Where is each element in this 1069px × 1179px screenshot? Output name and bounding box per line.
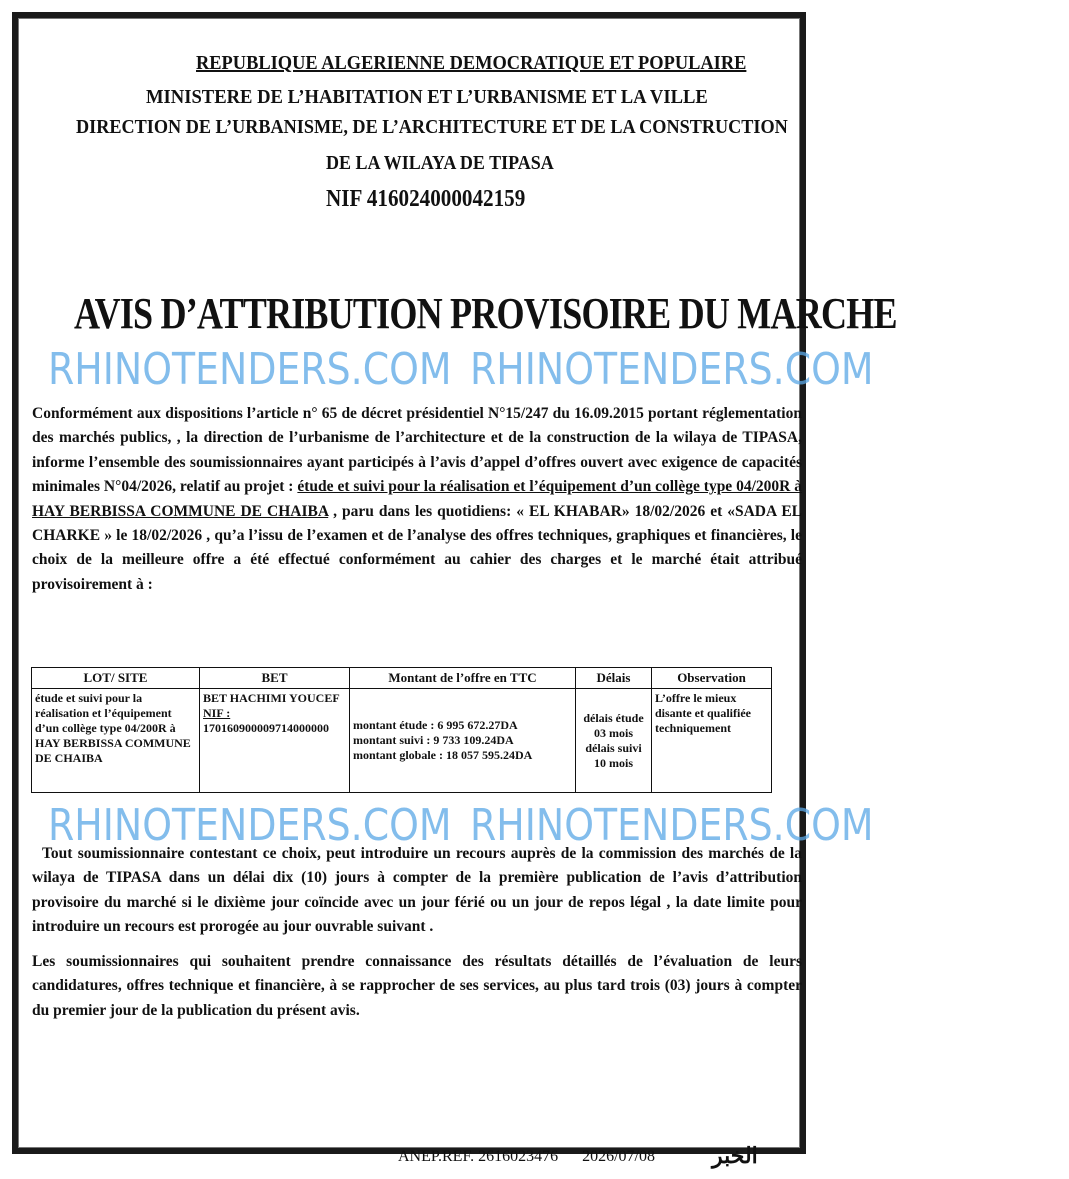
col-header-lot: LOT/ SITE (32, 668, 200, 689)
delai-etude: délais étude 03 mois (583, 710, 644, 740)
montant-global: montant globale : 18 057 595.24DA (353, 748, 533, 762)
watermark: RHINOTENDERS.COM (48, 344, 452, 395)
publication-date: 2026/07/08 (582, 1148, 655, 1165)
col-header-montant: Montant de l’offre en TTC (350, 668, 576, 689)
header-direction: DIRECTION DE L’URBANISME, DE L’ARCHITECTURE ET DE LA CONSTRUCTION (76, 116, 788, 138)
col-header-delais: Délais (576, 668, 652, 689)
cell-bet (200, 689, 350, 793)
page-title: AVIS D’ATTRIBUTION PROVISOIRE DU MARCHE (74, 289, 897, 338)
col-header-bet: BET (200, 668, 350, 689)
montant-suivi: montant suivi : 9 733 109.24DA (353, 733, 514, 747)
watermark: RHINOTENDERS.COM (48, 800, 452, 851)
cell-observation: L’offre le mieux disante et qualifiée techniquement (652, 689, 772, 793)
montant-etude: montant étude : 6 995 672.27DA (353, 718, 518, 732)
cell-montant (350, 689, 576, 793)
watermark: RHINOTENDERS.COM (470, 344, 874, 395)
footer-reference (398, 1148, 675, 1166)
watermark: RHINOTENDERS.COM (470, 800, 874, 851)
table-row (32, 689, 772, 793)
bet-nif-label: NIF : (203, 706, 231, 720)
header-ministry: MINISTERE DE L’HABITATION ET L’URBANISME ET LA VILLE (146, 86, 708, 108)
cell-lot: étude et suivi pour la réalisation et l’équipement d’un collège type 04/200R à HAY BERBISSA COMMUNE DE CHAIBA (32, 689, 200, 793)
bet-name: BET HACHIMI YOUCEF (203, 691, 340, 705)
col-header-observation: Observation (652, 668, 772, 689)
bet-nif: 170160900009714000000 (203, 721, 329, 735)
header-republic: REPUBLIQUE ALGERIENNE DEMOCRATIQUE ET POPULAIRE (196, 52, 747, 74)
recourse-paragraph: Tout soumissionnaire contestant ce choix, peut introduire un recours auprès de la commission des marchés de la wilaya de TIPASA dans un délai dix (10) jours à compter de la première publication de l’avis d’attribution provisoire du marché si le dixième jour coïncide avec un jour férié ou un jour de repos légal , la date limite pour introduire un recours est prorogée au jour ouvrable suivant . (32, 845, 802, 936)
anep-ref: ANEP.REF. 2616023476 (398, 1148, 559, 1165)
delai-suivi: délais suivi 10 mois (585, 740, 642, 770)
attribution-table (31, 667, 772, 793)
cell-delais (576, 689, 652, 793)
newspaper-logo: الخبر (712, 1143, 758, 1168)
results-paragraph: Les soumissionnaires qui souhaitent prendre connaissance des résultats détaillés de l’évaluation de leurs candidatures, offres technique et financière, à se rapprocher de ses services, au plus tard trois (03) jours à compter du premier jour de la publication du présent avis. (32, 953, 802, 1019)
table-header-row (32, 668, 772, 689)
project-name: étude et suivi pour la réalisation et l’équipement d’un collège type 04/200R à HAY BERBISSA COMMUNE DE CHAIBA (32, 478, 802, 520)
header-wilaya: DE LA WILAYA DE TIPASA (326, 152, 554, 174)
intro-paragraph: Conformément aux dispositions l’article n° 65 de décret présidentiel N°15/247 du 16.09.2015 portant réglementation des marchés publics, , la direction de l’urbanisme de l’architecture et de la construction de la wilaya de TIPASA, informe l’ensemble des soumissionnaires ayant participés à l’avis d’appel d’offres ouvert avec exigence de capacités minimales N°04/2026, relatif au projet : étude et suivi pour la réalisation et l’équipement d’un collège type 04/200R à HAY BERBISSA COMMUNE DE CHAIBA , paru dans les quotidiens: « EL KHABAR» 18/02/2026 et «SADA EL CHARKE » le 18/02/2026 , qu’a l’issu de l’examen et de l’analyse des offres techniques, graphiques et financières, le choix de la meilleure offre a été effectué conformément au cahier des charges et le marché était attribué provisoirement à : (32, 405, 802, 593)
header-nif: NIF 416024000042159 (326, 186, 526, 212)
